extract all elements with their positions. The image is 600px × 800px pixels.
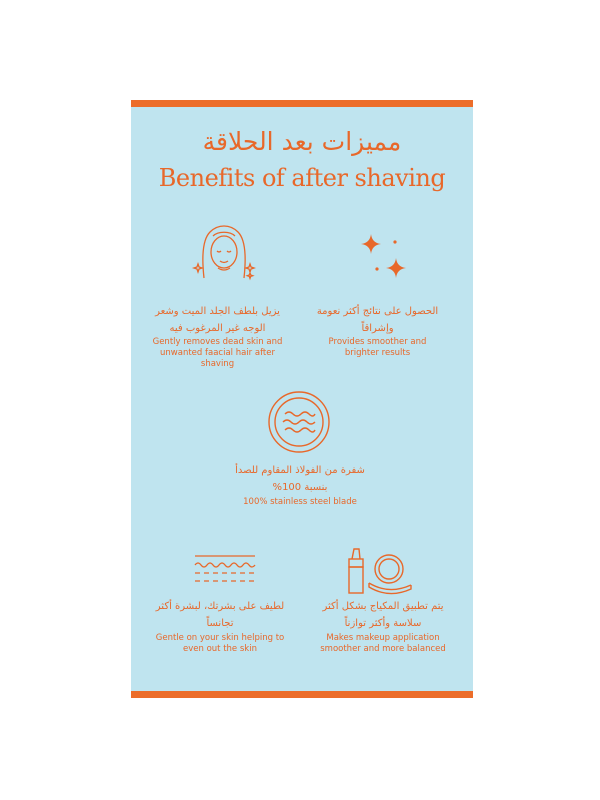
benefit-2-arabic: الحصول على نتائج أكثر نعومة وإشراقاً (316, 306, 439, 334)
title-arabic: مميزات بعد الحلاقة (202, 127, 402, 156)
benefit-4-english: Gentle on your skin helping to even out the skin (155, 633, 285, 654)
benefit-3-arabic: شفرة من الفولاذ المقاوم للصدأ بنسبة 100% (235, 465, 365, 493)
benefit-2-english: Provides smoother and brighter results (328, 337, 427, 358)
top-accent-bar (131, 100, 473, 107)
benefit-3-english: 100% stainless steel blade (243, 497, 357, 507)
benefit-5-english: Makes makeup application smoother and more balanced (320, 633, 446, 654)
sparkle-icon (358, 230, 410, 286)
benefit-1-english: Gently removes dead skin and unwanted faacial hair after shaving (152, 337, 283, 369)
waves-icon (193, 552, 259, 586)
benefit-1-arabic: يزيل بلطف الجلد الميت وشعر الوجه غير المرغوب فيه (155, 306, 280, 334)
benefit-5-arabic: يتم تطبيق المكياج بشكل أكثر سلاسة وأكثر توازناً (322, 601, 444, 629)
title-english: Benefits of after shaving (158, 164, 446, 192)
makeup-icon (343, 545, 417, 597)
blade-icon (265, 388, 333, 456)
benefit-4-arabic: لطيف على بشرتك، لبشرة أكثر تجانساً (155, 601, 285, 629)
face-icon (188, 220, 258, 282)
bottom-accent-bar (131, 691, 473, 698)
